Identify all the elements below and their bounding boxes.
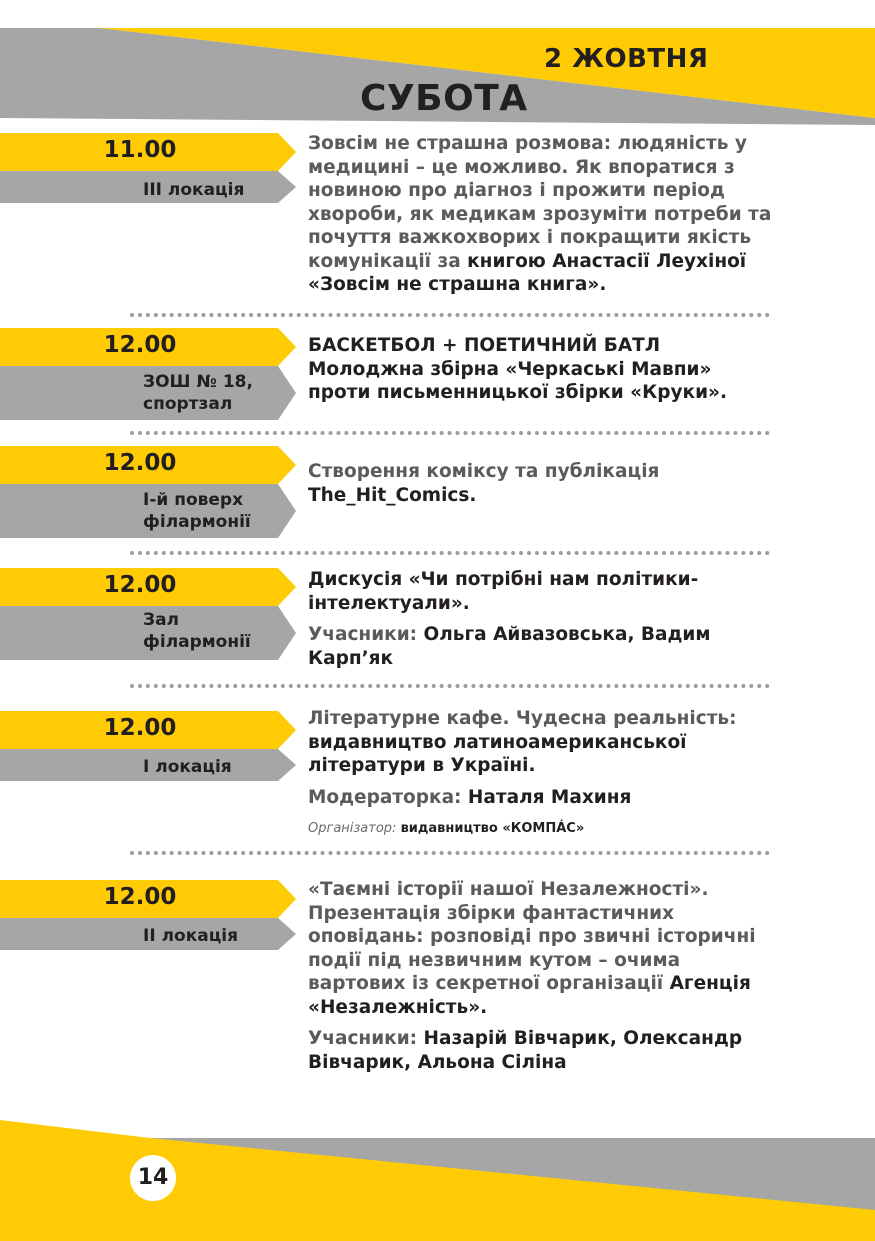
event-date: 2 ЖОВТНЯ bbox=[544, 44, 709, 74]
dotted-divider bbox=[130, 684, 770, 688]
event-time: 12.00 bbox=[103, 332, 177, 358]
page-number: 14 bbox=[130, 1155, 176, 1201]
event-time: 12.00 bbox=[103, 884, 177, 910]
event-description: Літературне кафе. Чудесна реальність: видавництво латиноамериканської літератури в Україні. Модераторка: Наталя Махиня Організатор: видавництво «КОМПÁС» bbox=[308, 707, 778, 841]
event-description bbox=[308, 132, 778, 297]
dotted-divider bbox=[130, 851, 770, 855]
weekday-title: СУБОТА bbox=[360, 78, 528, 119]
event-location: І-й поверх філармонії bbox=[143, 490, 251, 532]
event-time: 12.00 bbox=[103, 450, 177, 476]
event-description: БАСКЕТБОЛ + ПОЕТИЧНИЙ БАТЛ Молоджна збірна «Черкаські Мавпи» проти письменницької збірки «Круки». bbox=[308, 335, 728, 403]
dotted-divider bbox=[130, 551, 770, 555]
event-location: ЗОШ № 18, спортзал bbox=[143, 372, 253, 414]
dotted-divider bbox=[130, 313, 770, 317]
organizer-line: Організатор: видавництво «КОМПÁС» bbox=[308, 821, 585, 836]
dotted-divider bbox=[130, 431, 770, 435]
event-location: ІІІ локація bbox=[143, 180, 245, 200]
event-description: «Таємні історії нашої Незалежності». Презентація збірки фантастичних оповідань: розповіді про звичні історичні події під незвичним кутом – очима вартових із секретної організації Агенція «Незалежність». Учасники: Назарій Вівчарик, Олександр Вівчарик, Альона Сіліна bbox=[308, 879, 756, 1073]
event-description: Створення коміксу та публікація The_Hit_Comics. bbox=[308, 461, 660, 506]
event-time: 12.00 bbox=[103, 572, 177, 598]
event-location: І локація bbox=[143, 757, 232, 777]
event-time: 11.00 bbox=[103, 137, 177, 163]
description-paragraph: Зовсім не страшна розмова: людяність у медицині – це можливо. Як впоратися з новиною про діагноз і прожити період хвороби, як медикам зрозуміти потреби та почуття важкохворих і покращити якість комунікації за книгою Анастасії Леухіної «Зовсім не страшна книга». bbox=[308, 133, 772, 295]
event-location: Зал філармонії bbox=[143, 610, 251, 652]
event-time: 12.00 bbox=[103, 715, 177, 741]
event-location: ІІ локація bbox=[143, 926, 239, 946]
event-description: Дискусія «Чи потрібні нам політики-інтелектуали». Учасники: Ольга Айвазовська, Вадим Карп’як bbox=[308, 569, 711, 669]
